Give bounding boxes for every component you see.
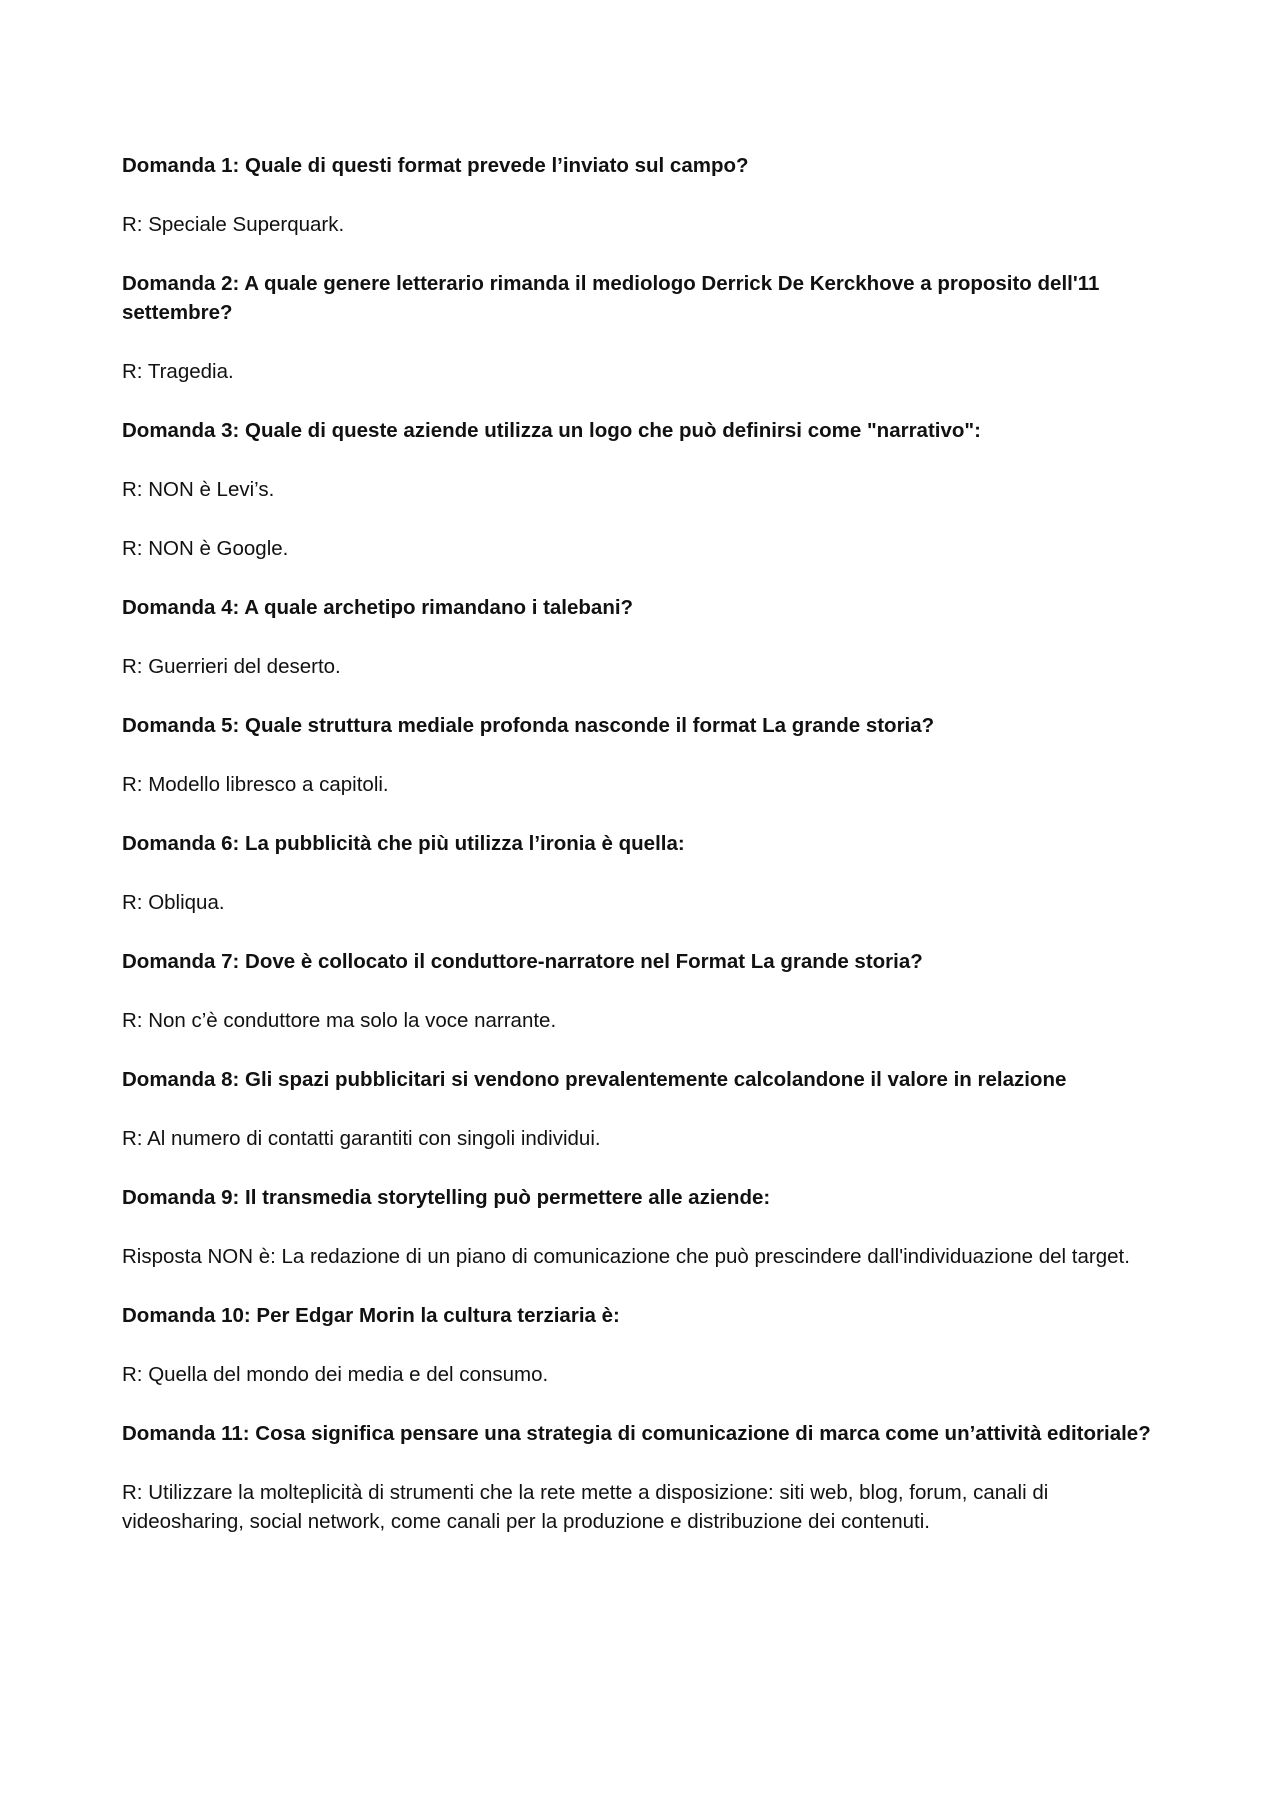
question-2: Domanda 2: A quale genere letterario rimanda il mediologo Derrick De Kerckhove a proposito dell'11 settembre? — [122, 272, 1100, 324]
answer-10: R: Quella del mondo dei media e del consumo. — [122, 1363, 549, 1386]
answer-4: R: Guerrieri del deserto. — [122, 655, 341, 678]
answer-7: R: Non c’è conduttore ma solo la voce narrante. — [122, 1009, 557, 1032]
answer-8: R: Al numero di contatti garantiti con singoli individui. — [122, 1127, 601, 1150]
question-11: Domanda 11: Cosa significa pensare una strategia di comunicazione di marca come un’attività editoriale? — [122, 1422, 1151, 1445]
document-content — [122, 151, 1172, 1566]
question-1: Domanda 1: Quale di questi format prevede l’inviato sul campo? — [122, 154, 749, 177]
answer-9: Risposta NON è: La redazione di un piano di comunicazione che può prescindere dall'individuazione del target. — [122, 1245, 1130, 1268]
question-5: Domanda 5: Quale struttura mediale profonda nasconde il format La grande storia? — [122, 714, 935, 737]
answer-2: R: Tragedia. — [122, 360, 234, 383]
answer-6: R: Obliqua. — [122, 891, 225, 914]
answer-1: R: Speciale Superquark. — [122, 213, 345, 236]
question-9: Domanda 9: Il transmedia storytelling può permettere alle aziende: — [122, 1186, 771, 1209]
answer-11: R: Utilizzare la molteplicità di strumenti che la rete mette a disposizione: siti web, blog, forum, canali di videosharing, social network, come canali per la produzione e distribuzione dei contenuti. — [122, 1481, 1049, 1533]
answer-3a: R: NON è Levi’s. — [122, 478, 275, 501]
question-4: Domanda 4: A quale archetipo rimandano i talebani? — [122, 596, 634, 619]
question-7: Domanda 7: Dove è collocato il conduttore-narratore nel Format La grande storia? — [122, 950, 923, 973]
question-3: Domanda 3: Quale di queste aziende utilizza un logo che può definirsi come "narrativo": — [122, 419, 981, 442]
question-6: Domanda 6: La pubblicità che più utilizza l’ironia è quella: — [122, 832, 685, 855]
question-10: Domanda 10: Per Edgar Morin la cultura terziaria è: — [122, 1304, 620, 1327]
answer-5: R: Modello libresco a capitoli. — [122, 773, 389, 796]
answer-3b: R: NON è Google. — [122, 537, 289, 560]
question-8: Domanda 8: Gli spazi pubblicitari si vendono prevalentemente calcolandone il valore in relazione — [122, 1068, 1067, 1091]
